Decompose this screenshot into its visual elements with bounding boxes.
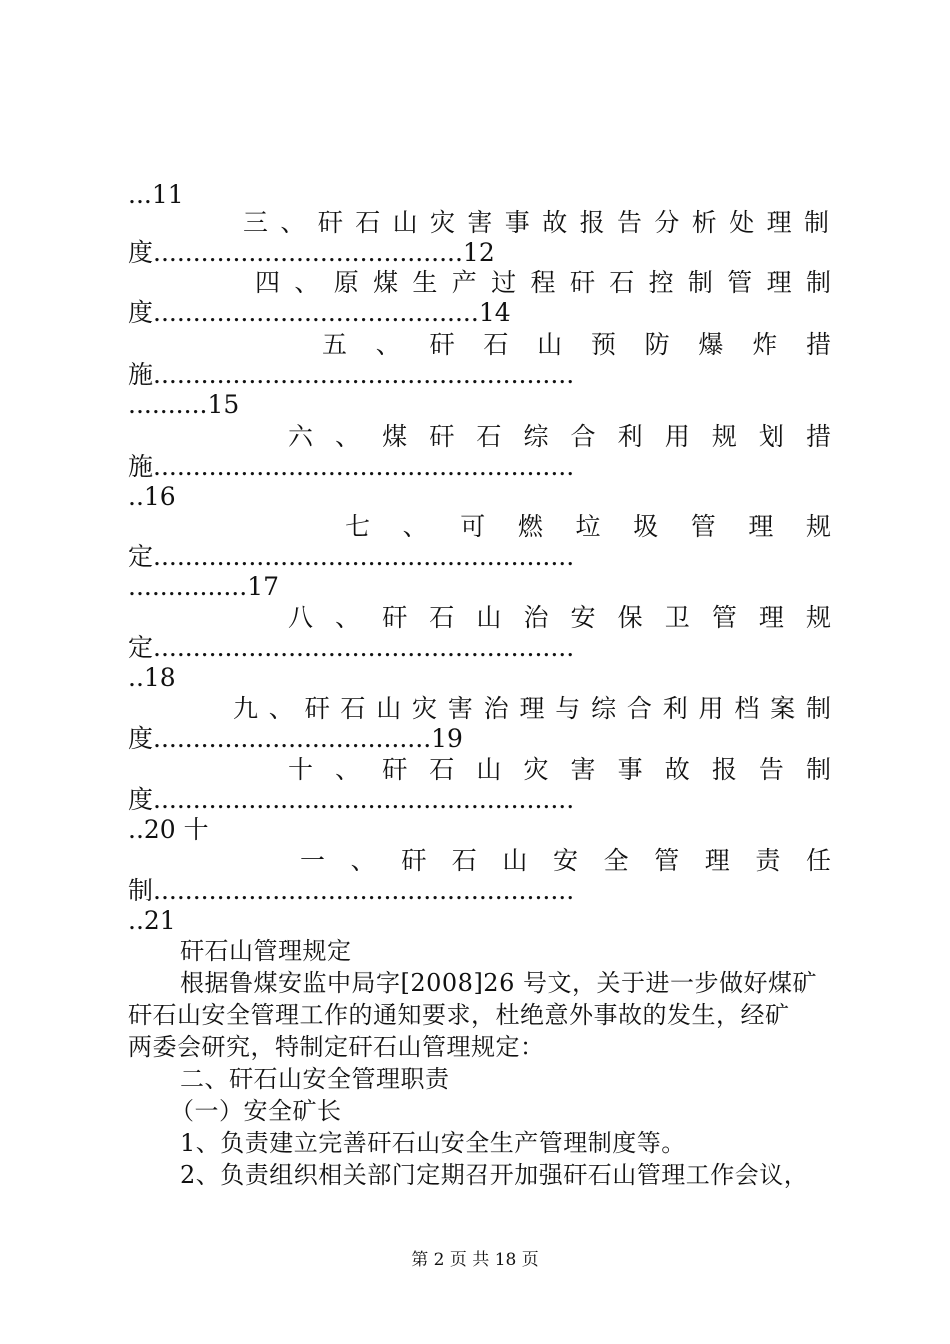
toc-line: ..21 (128, 906, 176, 935)
toc-entry-10: 十 、 矸 石 山 灾 害 事 故 报 告 制 (288, 755, 831, 784)
toc-entry-5: 五 、 矸 石 山 预 防 爆 炸 措 (322, 330, 831, 359)
toc-entry-4: 四 、 原 煤 生 产 过 程 矸 石 控 制 管 理 制 (255, 268, 831, 297)
toc-entry-7: 七 、 可 燃 垃 圾 管 理 规 (345, 512, 831, 541)
toc-entry-11: 一 、 矸 石 山 安 全 管 理 责 任 (300, 846, 831, 875)
toc-line: 施..................................................... (128, 452, 575, 481)
heading: 二、矸石山安全管理职责 (180, 1065, 450, 1093)
toc-line: ..16 (128, 482, 176, 511)
toc-entry-8: 八 、 矸 石 山 治 安 保 卫 管 理 规 (288, 603, 831, 632)
section-title: 矸石山管理规定 (180, 937, 352, 965)
toc-line: 度..................................................... (128, 785, 575, 814)
toc-line: ...11 (128, 180, 184, 209)
paragraph-line: 根据鲁煤安监中局字[2008]26 号文，关于进一步做好煤矿 (180, 969, 817, 997)
paragraph-line: 两委会研究，特制定矸石山管理规定： (128, 1033, 545, 1061)
list-item: 1、负责建立完善矸石山安全生产管理制度等。 (180, 1129, 686, 1157)
toc-line: ..........15 (128, 390, 240, 419)
list-item: 2、负责组织相关部门定期召开加强矸石山管理工作会议， (180, 1161, 809, 1189)
toc-line: 度.........................................14 (128, 298, 511, 327)
page-footer: 第 2 页 共 18 页 (411, 1250, 539, 1270)
toc-line: 度.......................................12 (128, 238, 495, 267)
toc-line: 度...................................19 (128, 724, 463, 753)
paragraph-line: 矸石山安全管理工作的通知要求，杜绝意外事故的发生，经矿 (128, 1001, 790, 1029)
toc-line: 制..................................................... (128, 876, 575, 905)
subheading: （一）安全矿长 (170, 1097, 342, 1125)
toc-entry-9: 九 、 矸 石 山 灾 害 治 理 与 综 合 利 用 档 案 制 (233, 694, 831, 723)
toc-line: 施..................................................... (128, 360, 575, 389)
toc-line: 定..................................................... (128, 633, 575, 662)
toc-entry-3: 三 、 矸 石 山 灾 害 事 故 报 告 分 析 处 理 制 (243, 208, 831, 237)
toc-entry-6: 六 、 煤 矸 石 综 合 利 用 规 划 措 (288, 422, 831, 451)
toc-line: ..18 (128, 663, 176, 692)
toc-line: ...............17 (128, 572, 280, 601)
toc-line: ..20 十 (128, 815, 209, 844)
toc-line: 定..................................................... (128, 542, 575, 571)
